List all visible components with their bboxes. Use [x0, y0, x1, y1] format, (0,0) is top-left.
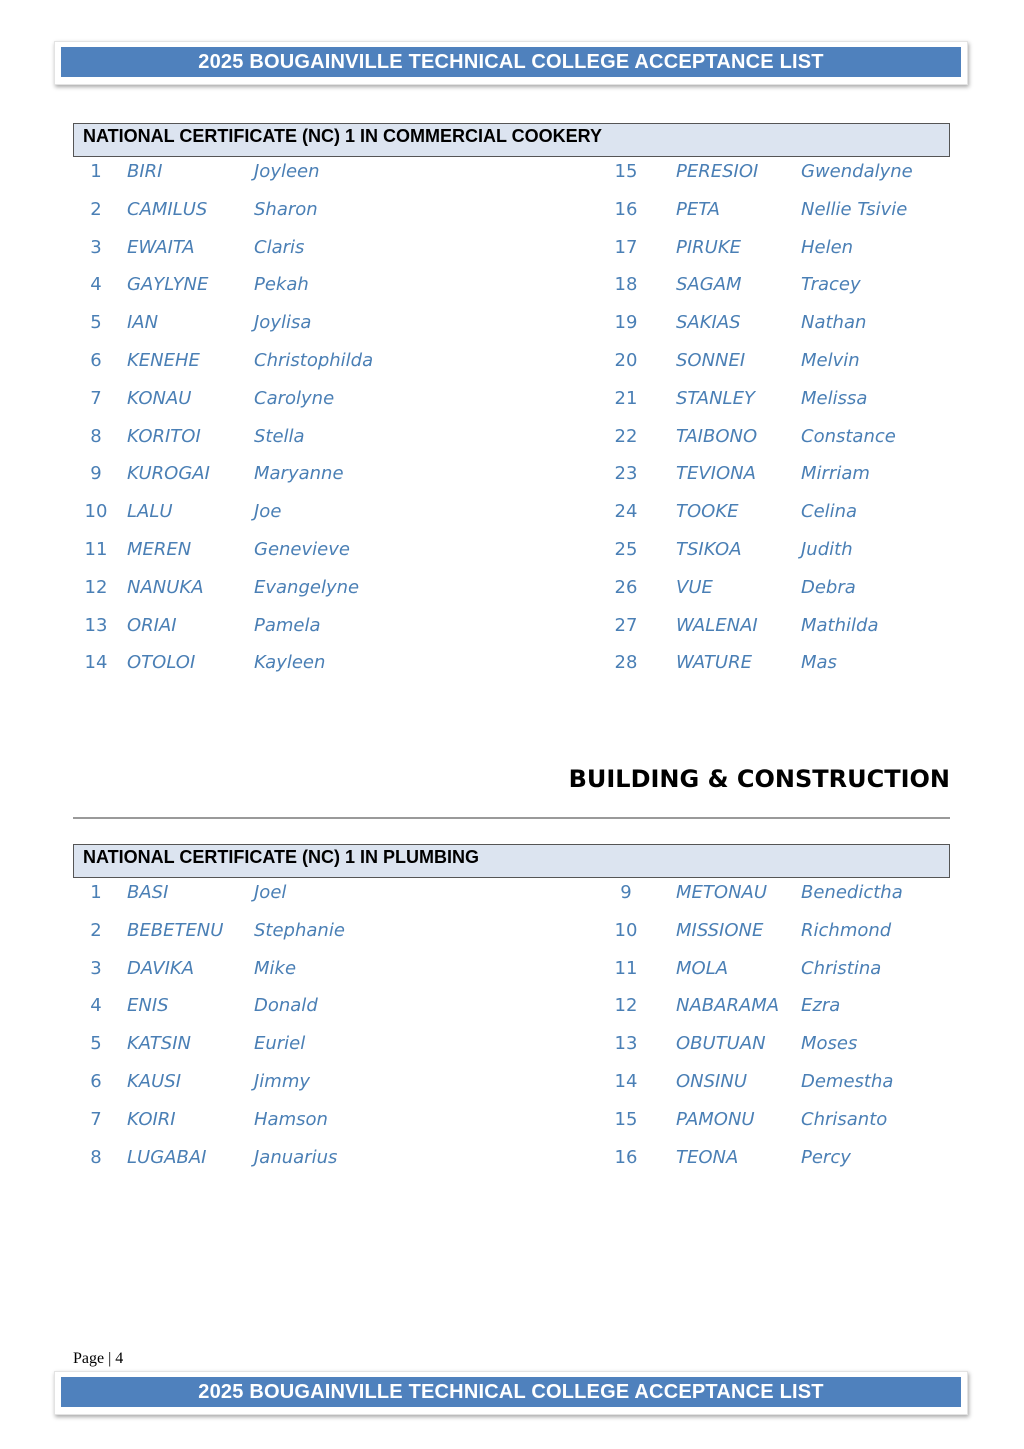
given-name: Christina: [801, 957, 882, 979]
entry-number: 17: [614, 236, 638, 258]
surname: OBUTUAN: [676, 1033, 766, 1055]
entry-number: 8: [90, 1146, 102, 1168]
cookery-list-right: [0, 161, 1024, 690]
given-name: Celina: [801, 501, 858, 523]
given-name: Debra: [801, 576, 856, 598]
given-name: Evangelyne: [254, 576, 360, 598]
surname: SAKIAS: [676, 312, 741, 334]
given-name: Claris: [254, 236, 305, 258]
surname: IAN: [127, 312, 159, 334]
list-item: [0, 199, 1024, 237]
entry-number: 20: [614, 349, 638, 371]
given-name: Maryanne: [254, 463, 344, 485]
list-item: [0, 652, 1024, 690]
list-item: [0, 426, 1024, 464]
surname: NABARAMA: [676, 995, 780, 1017]
list-item: [0, 539, 1024, 577]
given-name: Nathan: [801, 312, 867, 334]
given-name: Tracey: [801, 274, 861, 296]
list-item: [0, 501, 1024, 539]
surname: KAUSI: [127, 1070, 182, 1092]
given-name: Chrisanto: [801, 1108, 888, 1130]
list-item: [0, 237, 1024, 275]
entry-number: 14: [614, 1070, 638, 1092]
surname: OTOLOI: [127, 652, 196, 674]
list-item: [0, 463, 1024, 501]
given-name: Euriel: [254, 1033, 306, 1055]
surname: MEREN: [127, 538, 192, 560]
given-name: Nellie Tsivie: [801, 198, 908, 220]
given-name: Pamela: [254, 614, 321, 636]
given-name: Carolyne: [254, 387, 335, 409]
entry-number: 2: [90, 198, 102, 220]
given-name: Christophilda: [254, 349, 374, 371]
list-item: [0, 615, 1024, 653]
entry-number: 15: [614, 161, 638, 182]
list-item: [0, 1109, 1024, 1147]
given-name: Hamson: [254, 1108, 328, 1130]
entry-number: 15: [614, 1108, 638, 1130]
list-item: [0, 882, 1024, 920]
entry-number: 12: [614, 995, 638, 1017]
surname: ENIS: [127, 995, 169, 1017]
given-name: Pekah: [254, 274, 309, 296]
given-name: Gwendalyne: [801, 161, 913, 182]
entry-number: 7: [90, 387, 102, 409]
given-name: Mirriam: [801, 463, 870, 485]
given-name: Mike: [254, 957, 297, 979]
given-name: Ezra: [801, 995, 841, 1017]
given-name: Joel: [254, 882, 287, 903]
entry-number: 3: [90, 957, 102, 979]
cookery-section-title: NATIONAL CERTIFICATE (NC) 1 IN COMMERCIAL COOKERY: [73, 123, 950, 157]
surname: METONAU: [676, 882, 768, 903]
given-name: Melvin: [801, 349, 860, 371]
entry-number: 12: [84, 576, 108, 598]
list-item: [0, 1071, 1024, 1109]
surname: ONSINU: [676, 1070, 748, 1092]
list-item: [0, 577, 1024, 615]
surname: KUROGAI: [127, 463, 210, 485]
section-divider: [73, 817, 950, 819]
surname: TAIBONO: [676, 425, 758, 447]
surname: ORIAI: [127, 614, 177, 636]
entry-number: 7: [90, 1108, 102, 1130]
surname: KOIRI: [127, 1108, 176, 1130]
given-name: Moses: [801, 1033, 858, 1055]
given-name: Demestha: [801, 1070, 894, 1092]
footer-title: 2025 BOUGAINVILLE TECHNICAL COLLEGE ACCEPTANCE LIST: [61, 1377, 961, 1407]
given-name: Benedictha: [801, 882, 903, 903]
given-name: Joe: [254, 501, 282, 523]
entry-number: 10: [614, 919, 638, 941]
list-item: [0, 274, 1024, 312]
entry-number: 6: [90, 1070, 102, 1092]
entry-number: 10: [84, 501, 108, 523]
entry-number: 9: [90, 463, 102, 485]
entry-number: 26: [614, 576, 638, 598]
surname: STANLEY: [676, 387, 755, 409]
list-item: [0, 388, 1024, 426]
entry-number: 2: [90, 919, 102, 941]
entry-number: 11: [84, 538, 108, 560]
surname: SAGAM: [676, 274, 742, 296]
surname: CAMILUS: [127, 198, 208, 220]
surname: BEBETENU: [127, 919, 224, 941]
entry-number: 5: [90, 312, 102, 334]
header-banner: [54, 41, 968, 85]
given-name: Januarius: [254, 1146, 338, 1168]
surname: BASI: [127, 882, 169, 903]
surname: LUGABAI: [127, 1146, 207, 1168]
surname: GAYLYNE: [127, 274, 209, 296]
entry-number: 13: [84, 614, 108, 636]
surname: DAVIKA: [127, 957, 195, 979]
given-name: Judith: [801, 538, 853, 560]
surname: PERESIOI: [676, 161, 759, 182]
entry-number: 11: [614, 957, 638, 979]
entry-number: 23: [614, 463, 638, 485]
list-item: [0, 958, 1024, 996]
surname: TEONA: [676, 1146, 739, 1168]
given-name: Jimmy: [254, 1070, 311, 1092]
given-name: Donald: [254, 995, 318, 1017]
entry-number: 19: [614, 312, 638, 334]
entry-number: 22: [614, 425, 638, 447]
plumbing-list-right: [0, 882, 1024, 1184]
list-item: [0, 1033, 1024, 1071]
surname: PAMONU: [676, 1108, 755, 1130]
entry-number: 8: [90, 425, 102, 447]
given-name: Percy: [801, 1146, 851, 1168]
surname: NANUKA: [127, 576, 204, 598]
list-item: [0, 1147, 1024, 1185]
given-name: Stella: [254, 425, 305, 447]
surname: LALU: [127, 501, 173, 523]
entry-number: 18: [614, 274, 638, 296]
entry-number: 9: [620, 882, 632, 903]
surname: KENEHE: [127, 349, 200, 371]
entry-number: 3: [90, 236, 102, 258]
surname: KORITOI: [127, 425, 201, 447]
surname: SONNEI: [676, 349, 746, 371]
surname: WALENAI: [676, 614, 758, 636]
entry-number: 21: [614, 387, 638, 409]
given-name: Melissa: [801, 387, 868, 409]
surname: BIRI: [127, 161, 163, 182]
given-name: Genevieve: [254, 538, 350, 560]
surname: TSIKOA: [676, 538, 742, 560]
given-name: Kayleen: [254, 652, 326, 674]
surname: MOLA: [676, 957, 729, 979]
given-name: Joyleen: [254, 161, 320, 182]
surname: TEVIONA: [676, 463, 756, 485]
footer-banner: [54, 1371, 968, 1415]
entry-number: 16: [614, 1146, 638, 1168]
list-item: [0, 920, 1024, 958]
surname: PIRUKE: [676, 236, 742, 258]
surname: PETA: [676, 198, 720, 220]
entry-number: 14: [84, 652, 108, 674]
surname: KONAU: [127, 387, 192, 409]
building-construction-heading: BUILDING & CONSTRUCTION: [568, 765, 950, 793]
entry-number: 6: [90, 349, 102, 371]
entry-number: 5: [90, 1033, 102, 1055]
surname: KATSIN: [127, 1033, 192, 1055]
entry-number: 28: [614, 652, 638, 674]
entry-number: 24: [614, 501, 638, 523]
given-name: Joylisa: [254, 312, 312, 334]
surname: TOOKE: [676, 501, 739, 523]
header-title: 2025 BOUGAINVILLE TECHNICAL COLLEGE ACCEPTANCE LIST: [61, 47, 961, 77]
entry-number: 4: [90, 995, 102, 1017]
list-item: [0, 350, 1024, 388]
list-item: [0, 161, 1024, 199]
given-name: Constance: [801, 425, 896, 447]
surname: EWAITA: [127, 236, 195, 258]
list-item: [0, 995, 1024, 1033]
surname: WATURE: [676, 652, 752, 674]
given-name: Sharon: [254, 198, 318, 220]
given-name: Mathilda: [801, 614, 879, 636]
surname: MISSIONE: [676, 919, 764, 941]
entry-number: 25: [614, 538, 638, 560]
given-name: Richmond: [801, 919, 892, 941]
entry-number: 4: [90, 274, 102, 296]
plumbing-section-title: NATIONAL CERTIFICATE (NC) 1 IN PLUMBING: [73, 844, 950, 878]
surname: VUE: [676, 576, 713, 598]
given-name: Mas: [801, 652, 837, 674]
entry-number: 1: [90, 882, 102, 903]
page-number: Page | 4: [73, 1350, 124, 1367]
list-item: [0, 312, 1024, 350]
given-name: Helen: [801, 236, 854, 258]
entry-number: 1: [90, 161, 102, 182]
entry-number: 16: [614, 198, 638, 220]
entry-number: 13: [614, 1033, 638, 1055]
given-name: Stephanie: [254, 919, 345, 941]
entry-number: 27: [614, 614, 638, 636]
